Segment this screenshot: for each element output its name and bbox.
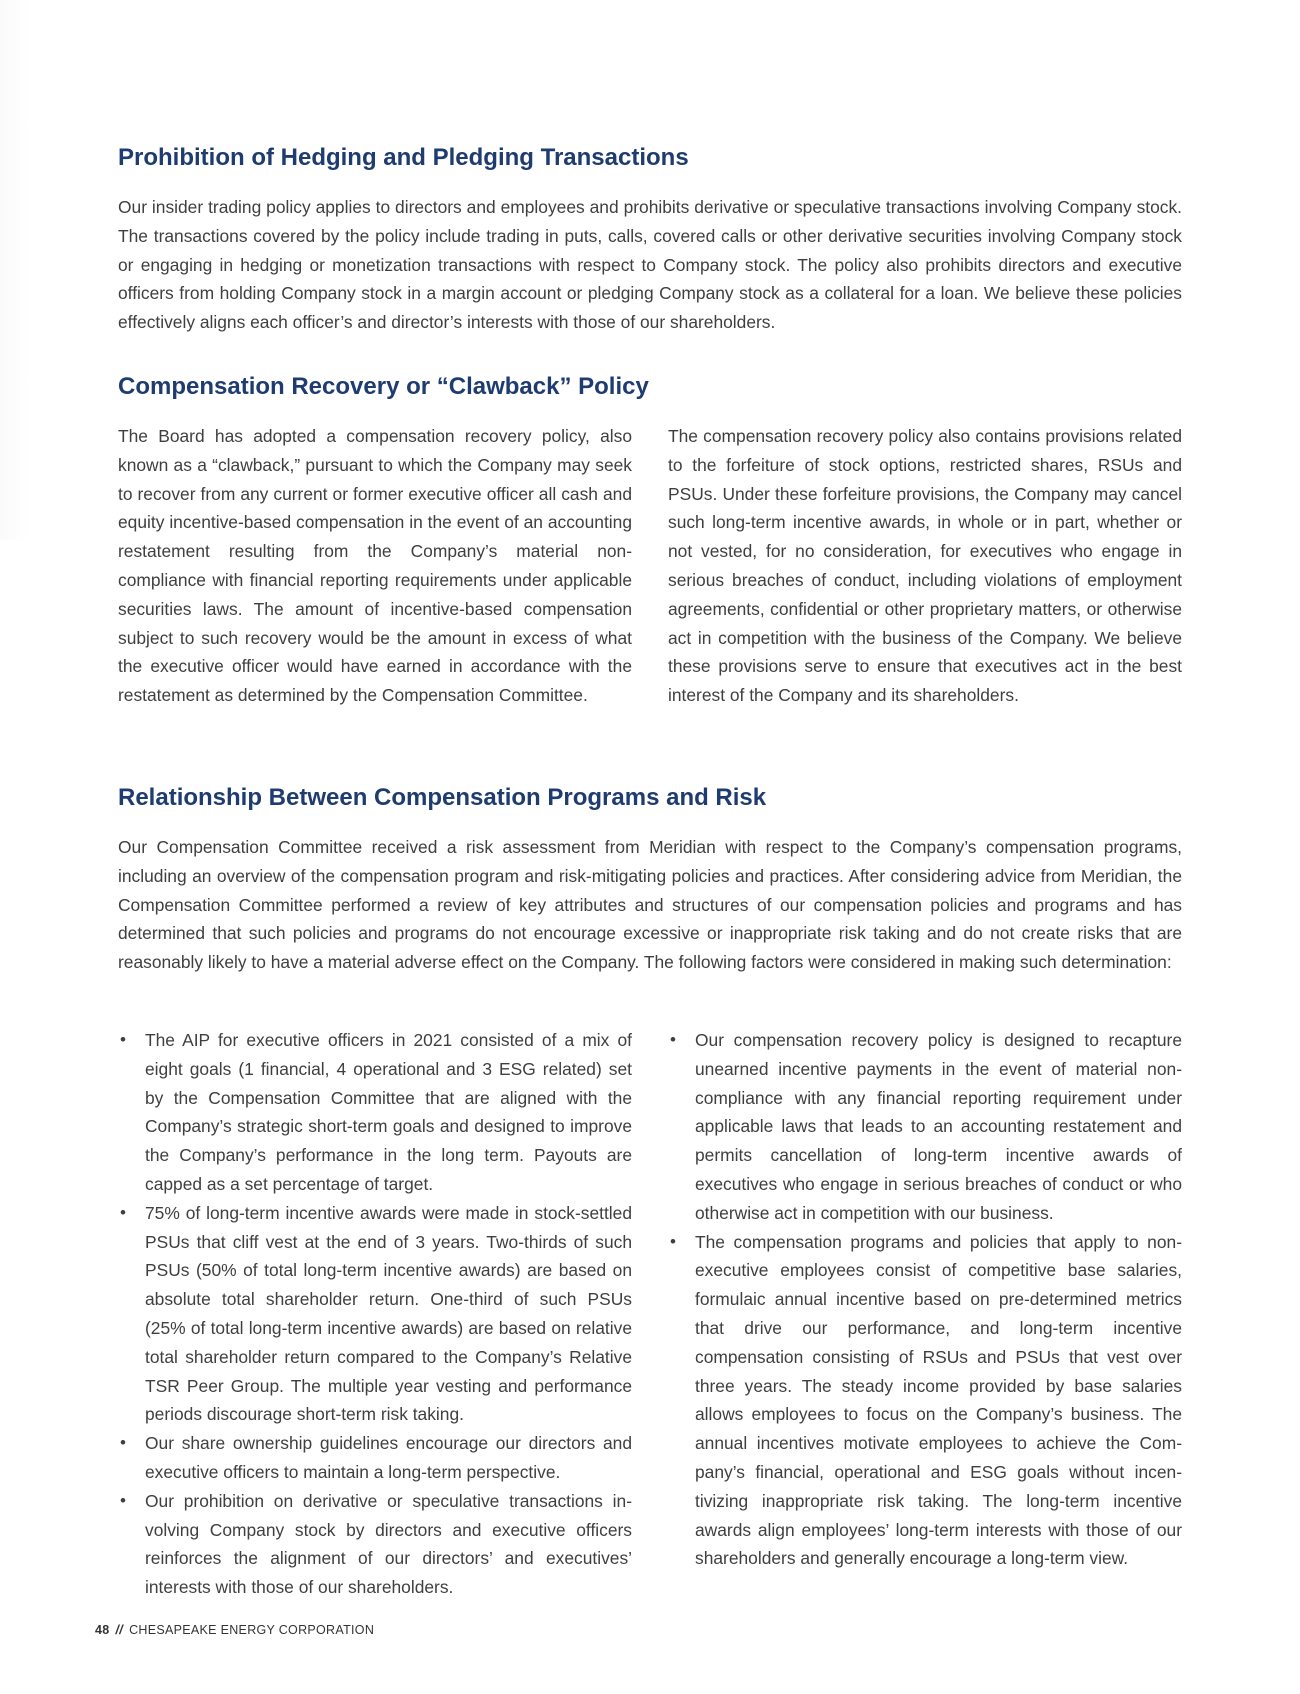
- clawback-right-paragraph: The compensation recovery policy also contains provisions related to the forfeiture of stock options, restricted shares, RSUs and PSUs. Under these forfeiture provisions, the Company may cancel such long-term incentive awards, in whole or in part, whether or not vested, for no consideration, for executives who engage in serious breaches of conduct, including violations of employment agreements, confidential or other proprietary matters, or otherwise act in competition with the business of the Company. We believe these provisions serve to ensure that executives act in the best interest of the Company and its shareholders.: [668, 426, 1182, 706]
- hedging-heading: Prohibition of Hedging and Pledging Transactions: [118, 144, 689, 171]
- list-item: • Our share ownership guidelines encourage our directors and executive officers to maintain a long-term perspective.: [118, 1429, 632, 1487]
- page-edge-shade: [0, 0, 30, 540]
- page-footer: [95, 1623, 374, 1637]
- list-item: • The compensation programs and policies that apply to non-executive employees consist of competitive base salaries, formulaic annual incentive based on pre-determined metrics that drive our performance, and long-term incentive compensation consisting of RSUs and PSUs that vest over three years. The steady income provided by base salaries allows employees to focus on the Company’s business. The annual incentives motivate employees to achieve the Company’s financial, operational and ESG goals without incentivizing inappropriate risk taking. The long-term incentive awards align employees’ long-term interests with those of our shareholders and generally encourage a long-term view.: [668, 1228, 1182, 1574]
- bullet-icon: •: [120, 1433, 126, 1453]
- risk-bullets-left: [118, 1026, 632, 1602]
- page-number: 48: [95, 1623, 110, 1637]
- clawback-left-paragraph: The Board has adopted a compensation recovery policy, also known as a “clawback,” pursuant to which the Company may seek to recover from any current or former executive officer all cash and equity incentive-based compensation in the event of an accounting restatement resulting from the Company’s material non-compliance with financial reporting requirements under applicable securities laws. The amount of incentive-based compensation subject to such recovery would be the amount in excess of what the executive officer would have earned in accordance with the restatement as determined by the Compensation Committee.: [118, 426, 632, 706]
- bullet-icon: •: [120, 1202, 126, 1222]
- list-item: • The AIP for executive officers in 2021 consisted of a mix of eight goals (1 financial, 4 operational and 3 ESG related) set by the Compensation Committee that are aligned with the Company’s strategic short-term goals and designed to improve the Company’s performance in the long term. Payouts are capped as a set percentage of target.: [118, 1026, 632, 1199]
- footer-separator: //: [115, 1623, 124, 1637]
- bullet-icon: •: [670, 1231, 676, 1251]
- list-item: • Our prohibition on derivative or speculative transactions involving Company stock by directors and executive officers reinforces the alignment of our directors’ and executives’ interests with those of our shareholders.: [118, 1487, 632, 1602]
- clawback-left-column: [118, 422, 632, 710]
- clawback-right-column: [668, 422, 1182, 710]
- bullet-icon: •: [670, 1030, 676, 1049]
- hedging-paragraph: Our insider trading policy applies to directors and employees and prohibits derivative or speculative transactions involving Company stock. The transactions covered by the policy include trading in puts, calls, covered calls or other derivative securities involving Company stock or engaging in hedging or monetization transactions with respect to Company stock. The policy also prohibits directors and executive officers from holding Company stock in a margin account or pledging Company stock as a collateral for a loan. We believe these policies effectively aligns each officer’s and director’s interests with those of our shareholders.: [118, 197, 1182, 333]
- list-item: • 75% of long-term incentive awards were made in stock-settled PSUs that cliff vest at the end of 3 years. Two-thirds of such PSUs (50% of total long-term incentive awards) are based on absolute total shareholder return. One-third of such PSUs (25% of total long-term incentive awards) are based on relative total shareholder return compared to the Company’s Relative TSR Peer Group. The multiple year vesting and performance periods discourage short-term risk taking.: [118, 1199, 632, 1429]
- bullet-icon: •: [120, 1030, 126, 1049]
- risk-heading: Relationship Between Compensation Programs and Risk: [118, 784, 767, 811]
- risk-bullets-right: [668, 1026, 1182, 1573]
- bullet-icon: •: [120, 1490, 126, 1510]
- clawback-heading: Compensation Recovery or “Clawback” Policy: [118, 373, 649, 400]
- list-item: • Our compensation recovery policy is designed to recapture unearned incentive payments in the event of material non-compliance with any financial reporting requirement under applicable laws that leads to an accounting restatement and permits cancellation of long-term incentive awards of executives who engage in serious breaches of conduct or who otherwise act in competition with our business.: [668, 1026, 1182, 1228]
- risk-intro-paragraph: Our Compensation Committee received a risk assessment from Meridian with respect to the Company’s compensation programs, including an overview of the compensation program and risk-mitigating policies and practices. After considering advice from Meridian, the Compensation Committee performed a review of key attributes and structures of our compensation policies and programs and has determined that such policies and programs do not encourage excessive or inappropriate risk taking and do not create risks that are reasonably likely to have a material adverse effect on the Company. The following factors were considered in making such determination:: [118, 837, 1182, 973]
- company-name: CHESAPEAKE ENERGY CORPORATION: [129, 1623, 375, 1637]
